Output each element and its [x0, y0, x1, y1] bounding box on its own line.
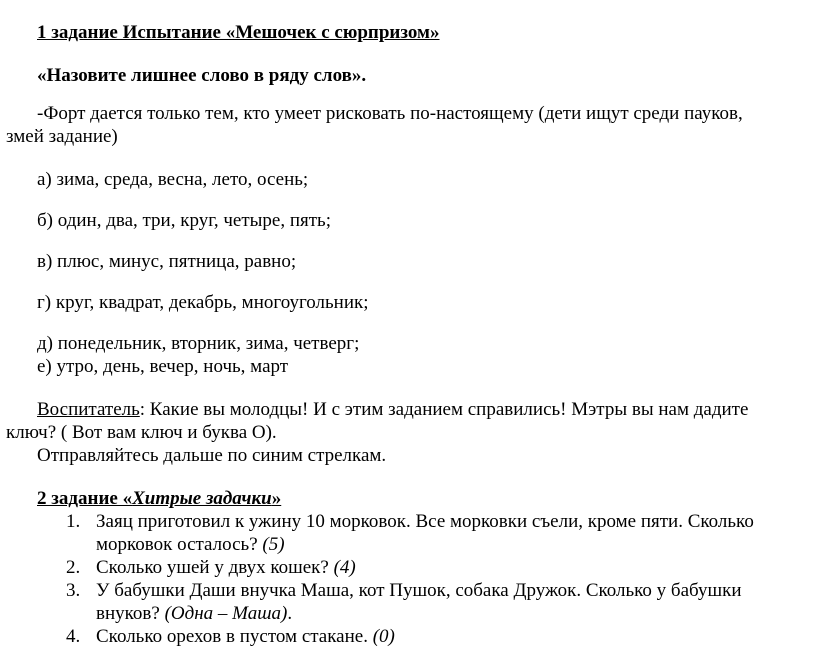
question-2-text: Сколько ушей у двух кошек?: [96, 557, 334, 578]
section2-heading-suffix: »: [271, 488, 282, 509]
question-3-line-2: [96, 603, 292, 625]
word-row-d: д) понедельник, вторник, зима, четверг;: [37, 333, 360, 354]
teacher-speech: : Какие вы молодцы! И с этим заданием справились! Мэтры вы нам дадите: [139, 399, 749, 420]
section2-heading: [37, 488, 281, 510]
word-row-b: б) один, два, три, круг, четыре, пять;: [37, 210, 331, 231]
word-row-v: в) плюс, минус, пятница, равно;: [37, 251, 297, 272]
question-3-text: внуков?: [96, 603, 165, 624]
intro-line-1: -Форт дается только тем, кто умеет рисковать по-настоящему (дети ищут среди пауков,: [37, 103, 743, 124]
section1-instruction: «Назовите лишнее слово в ряду слов».: [37, 65, 367, 86]
question-1-line-1: Заяц приготовил к ужину 10 морковок. Все морковки съели, кроме пяти. Сколько: [96, 511, 754, 532]
question-3-answer: (Одна – Маша): [164, 603, 288, 624]
section2-heading-title: Хитрые задачки: [132, 488, 272, 509]
question-4-number: 4.: [66, 626, 81, 647]
question-1-number: 1.: [66, 511, 81, 532]
question-2-number: 2.: [66, 557, 81, 578]
section1-heading: 1 задание Испытание «Мешочек с сюрпризом»: [37, 22, 440, 43]
teacher-line-3: Отправляйтесь дальше по синим стрелкам.: [37, 445, 387, 466]
question-3-line-1: У бабушки Даши внучка Маша, кот Пушок, собака Дружок. Сколько у бабушки: [96, 580, 742, 601]
teacher-line-2: ключ? ( Вот вам ключ и буква О).: [6, 422, 277, 443]
question-2-line-1: [96, 557, 356, 579]
question-1-text: морковок осталось?: [96, 534, 263, 555]
question-1-line-2: [96, 534, 285, 556]
question-4-line-1: [96, 626, 395, 648]
word-row-e: е) утро, день, вечер, ночь, март: [37, 356, 289, 377]
intro-line-2: змей задание): [6, 126, 118, 147]
question-3-tail: .: [287, 603, 293, 624]
question-3-number: 3.: [66, 580, 81, 601]
question-2-answer: (4): [333, 557, 356, 578]
teacher-label: Воспитатель: [37, 399, 140, 420]
question-4-text: Сколько орехов в пустом стакане.: [96, 626, 373, 647]
section2-heading-prefix: 2 задание «: [37, 488, 133, 509]
question-1-answer: (5): [262, 534, 285, 555]
teacher-line-1: [37, 399, 748, 421]
word-row-a: а) зима, среда, весна, лето, осень;: [37, 169, 309, 190]
question-4-answer: (0): [372, 626, 395, 647]
word-row-g: г) круг, квадрат, декабрь, многоугольник;: [37, 292, 369, 313]
